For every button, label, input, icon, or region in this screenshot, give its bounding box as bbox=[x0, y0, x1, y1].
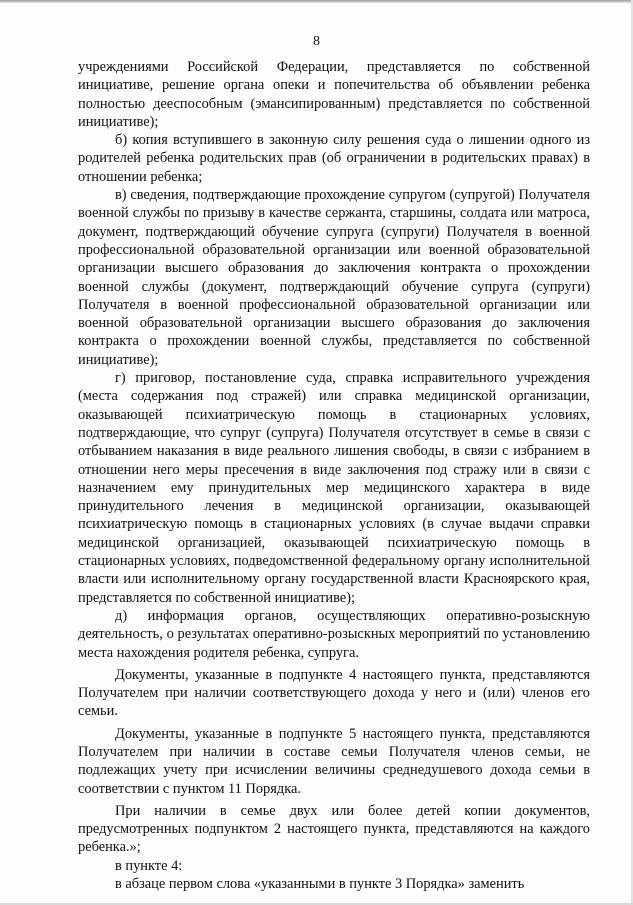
paragraph-item-g: г) приговор, постановление суда, справка исправительного учреждения (места содержания под стражей) или справка медицинской организации, оказывающей психиатрическую помощь в стационарных условиях, подтверждающие, что супруг (супруга) Получателя отсутствует в семье в связи с отбыванием наказания в виде реального лишения свободы, в связи с избранием в отношении него меры пресечения в виде заключения под стражу или в связи с назначением ему принудительных мер медицинского характера в виде принудительного лечения в медицинской организации, оказывающей психиатрическую помощь в стационарных условиях (в случае выдачи справки медицинской организацией, оказывающей психиатрическую помощь в стационарных условиях, подведомственной федеральному органу исполнительной власти или исполнительному органу государственной власти Красноярского края, представляется по собственной инициативе); bbox=[78, 370, 590, 606]
paragraph-item-b: б) копия вступившего в законную силу решения суда о лишении одного из родителей ребенка родительских прав (об ограничении в родительских правах) в отношении ребенка; bbox=[78, 132, 590, 185]
paragraph-point-4: в пункте 4: bbox=[115, 857, 183, 874]
scan-edge-top bbox=[0, 0, 633, 3]
paragraph-item-d: д) информация органов, осуществляющих оперативно-розыскную деятельность, о результатах оперативно-розыскных мероприятий по установлению места нахождения родителя ребенка, супруга. bbox=[78, 607, 590, 661]
document-body bbox=[78, 58, 590, 893]
paragraph-copies-per-child: При наличии в семье двух или более детей копии документов, предусмотренных подпунктом 2 настоящего пункта, представляются на каждого ребенка.»; bbox=[78, 802, 590, 856]
paragraph-documents-subitem-4: Документы, указанные в подпункте 4 настоящего пункта, представляются Получателем при наличии соответствующего дохода у него и (или) членов его семьи. bbox=[78, 666, 590, 720]
page-number: 8 bbox=[313, 34, 320, 49]
paragraph-first-abzac: в абзаце первом слова «указанными в пункте 3 Порядка» заменить bbox=[115, 876, 525, 893]
paragraph-documents-subitem-5: Документы, указанные в подпункте 5 настоящего пункта, представляются Получателем при наличии в составе семьи Получателя членов семьи, не подлежащих учету при исчислении величины среднедушевого дохода семьи в соответствии с пунктом 11 Порядка. bbox=[78, 725, 590, 797]
paragraph-item-v: в) сведения, подтверждающие прохождение супругом (супругой) Получателя военной службы по призыву в качестве сержанта, старшины, солдата или матроса, документ, подтверждающий обучение супруга (супруги) Получателя в военной профессиональной образовательной организации или военной образовательной организации высшего образования до заключения контракта о прохождении военной службы (документ, подтверждающий обучение супруга (супруги) Получателя в военной профессиональной образовательной организации или военной образовательной организации высшего образования до заключения контракта о прохождении военной службы, представляется по собственной инициативе); bbox=[78, 187, 590, 368]
paragraph-continuation: учреждениями Российской Федерации, представляется по собственной инициативе, решение органа опеки и попечительства об объявлении ребенка полностью дееспособным (эмансипированным) представляется по собственной инициативе); bbox=[78, 59, 590, 130]
